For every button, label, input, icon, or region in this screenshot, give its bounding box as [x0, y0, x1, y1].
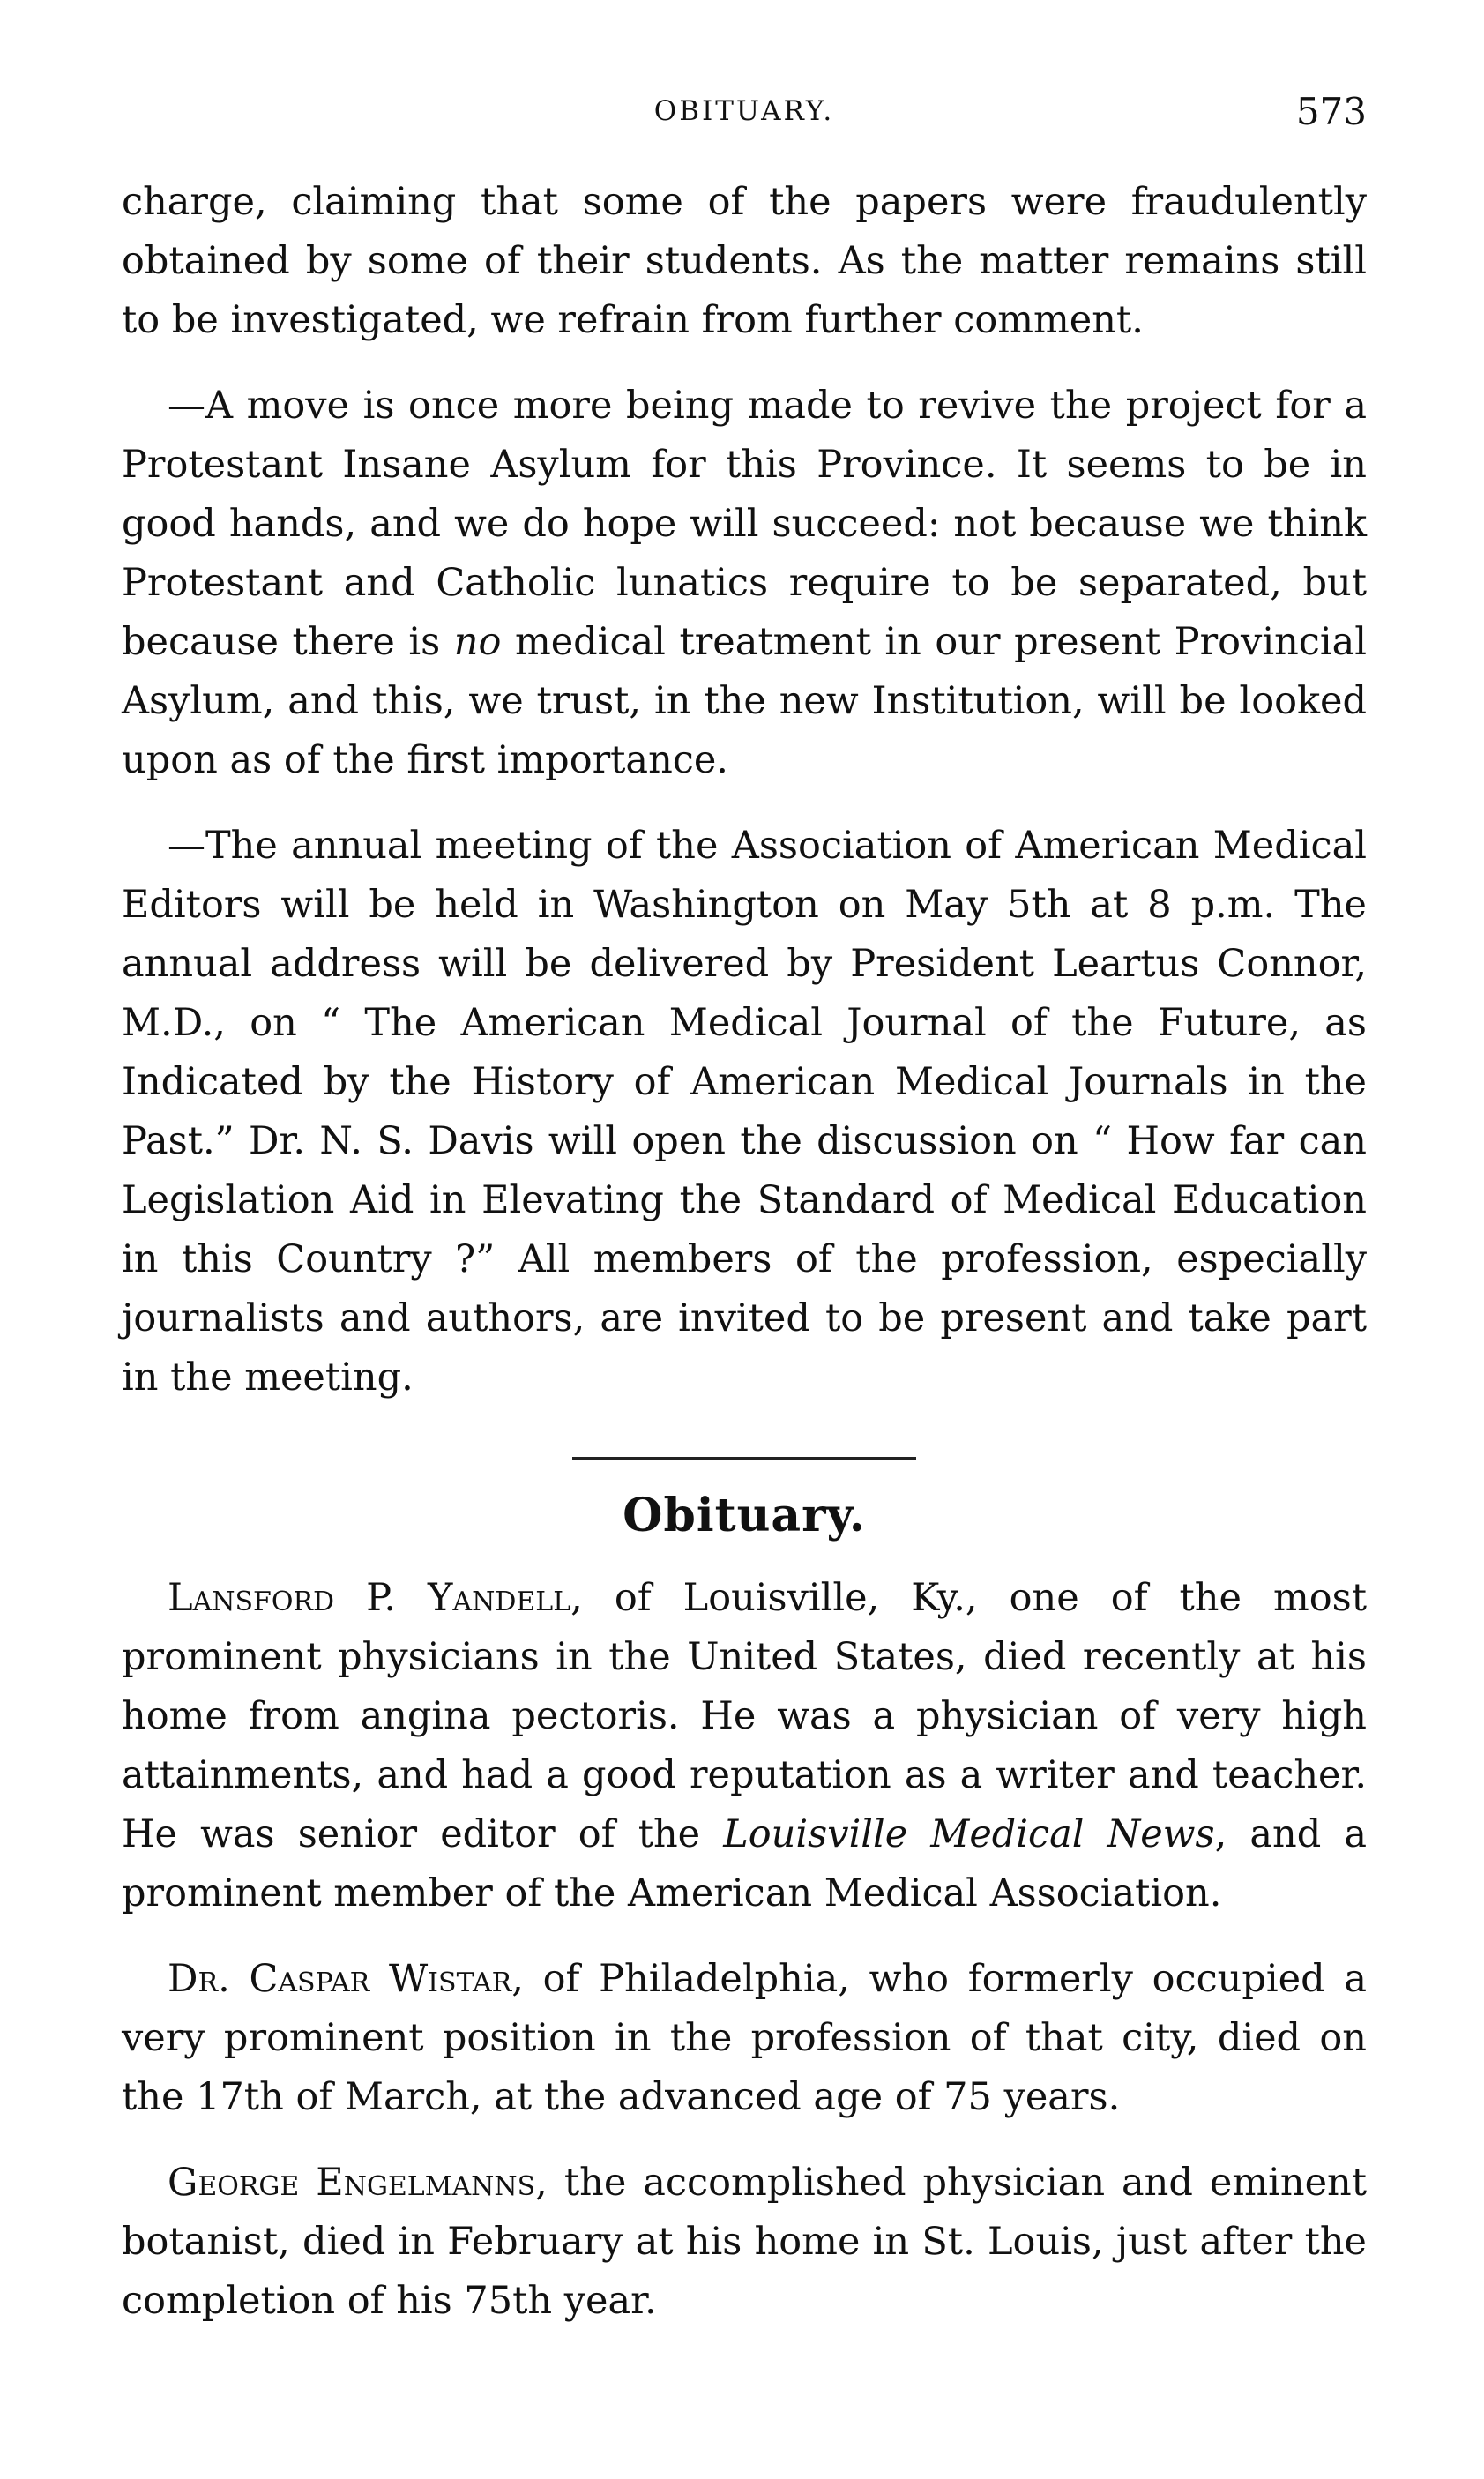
running-title: OBITUARY.	[653, 95, 835, 127]
obituary-name: Dr. Caspar Wistar	[168, 1957, 512, 2001]
paragraph-editors-meeting	[122, 817, 1367, 1408]
obituary-name: Lansford P. Yandell	[168, 1576, 571, 1620]
paragraph-continued	[122, 173, 1367, 350]
paragraph-text: —A move is once more being made to revive the project for a Protestant Insane Asylum for this Province. It seems to be in good hands, and we do hope will succeed: not because we think Protestant and Catholic lunatics require to be separated, but because there is	[122, 384, 1367, 664]
obituary-text: , of Louisville, Ky., one of the most prominent physicians in the United States, died recently at his home from angina pectoris. He was a physician of very high attainments, and had a good reputation as a writer and teacher. He was senior editor of the	[122, 1576, 1367, 1856]
obituary-entry-engelmanns	[122, 2154, 1367, 2331]
page-number: 573	[1295, 90, 1367, 133]
obituary-text: , the accomplished physician and eminent botanist, died in February at his home in St. Louis, just after the completion of his 75th year.	[122, 2161, 1367, 2323]
paragraph-text: medical treatment in our present Provincial Asylum, and this, we trust, in the new Institution, will be looked upon as of the first importance.	[122, 620, 1367, 782]
paragraph-text: —The annual meeting of the Association of American Medical Editors will be held in Washington on May 5th at 8 p.m. The annual address will be delivered by President Leartus Connor, M.D., on “ The American Medical Journal of the Future, as Indicated by the History of American Medical Journals in the Past.” Dr. N. S. Davis will open the discussion on “ How far can Legislation Aid in Elevating the Standard of Medical Education in this Country ?” All members of the profession, especially journalists and authors, are invited to be present and take part in the meeting.	[122, 824, 1367, 1400]
paragraph-insane-asylum	[122, 377, 1367, 790]
obituary-name: George Engelmanns	[168, 2161, 536, 2205]
body-text	[122, 173, 1367, 2331]
obituary-text: , and a prominent member of the American Medical Association.	[122, 1812, 1367, 1915]
obituary-entry-yandell	[122, 1569, 1367, 1923]
obituary-text: , of Philadelphia, who formerly occupied a very prominent position in the profession of that city, died on the 17th of March, at the advanced age of 75 years.	[122, 1957, 1367, 2119]
paragraph-text: charge, claiming that some of the papers were fraudulently obtained by some of their students. As the matter remains still to be investigated, we refrain from further comment.	[122, 180, 1367, 342]
emphasis-word: no	[453, 620, 502, 664]
obituary-entry-wistar	[122, 1950, 1367, 2127]
section-heading-obituary: Obituary.	[623, 1489, 866, 1542]
journal-title: Louisville Medical News	[723, 1812, 1215, 1856]
section-divider	[572, 1457, 916, 1460]
running-head	[122, 90, 1367, 148]
